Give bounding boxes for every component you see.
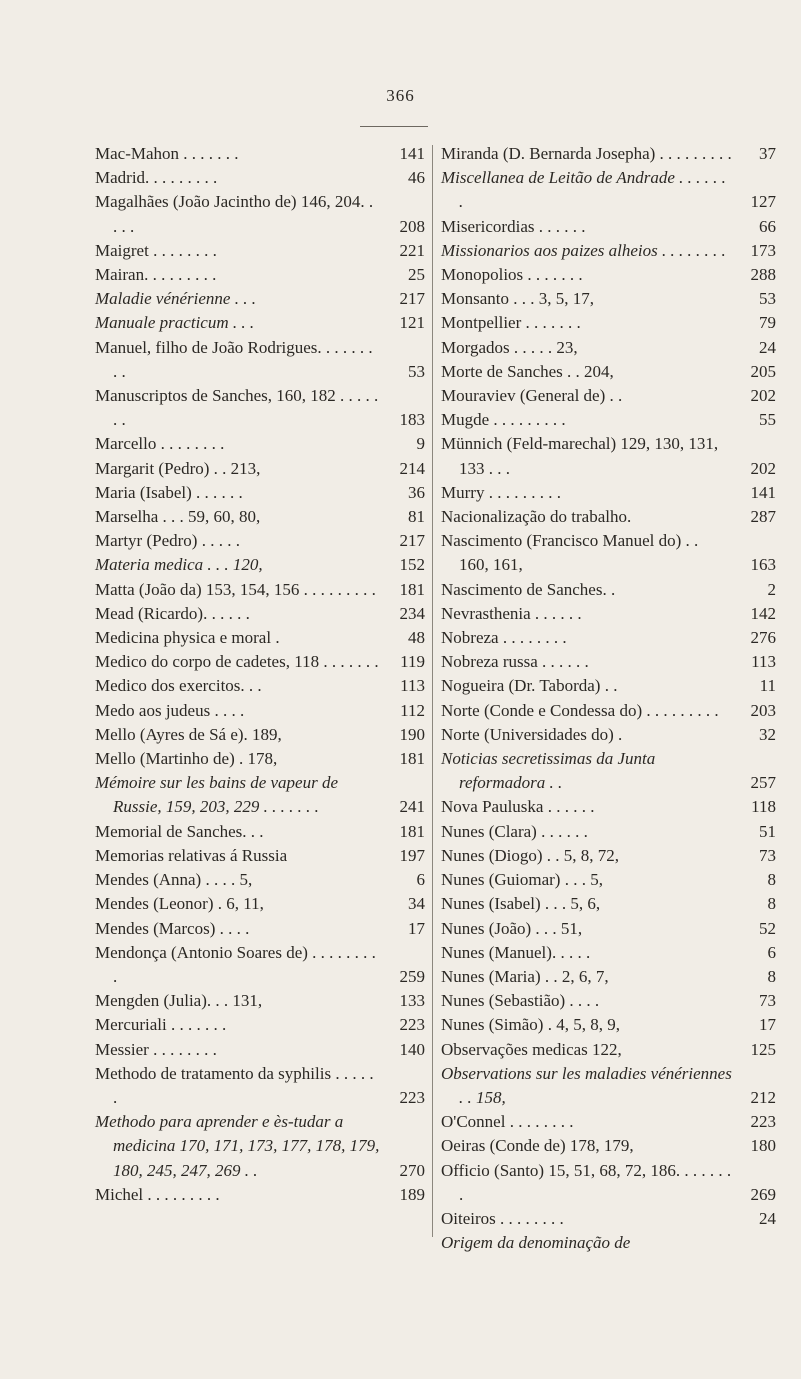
index-entry-term: Missionarios aos paizes alheios . . . . . . . . xyxy=(441,240,726,260)
index-entry-term: Morgados . . . . . 23, xyxy=(441,337,578,357)
index-entry-term: Manuscriptos de Sanches, 160, 182 . . . . . . . xyxy=(95,386,379,430)
index-entry-term: Norte (Universidades do) . xyxy=(441,724,623,744)
index-entry-term: Memorial de Sanches. . . xyxy=(95,821,264,841)
index-entry xyxy=(95,650,425,674)
index-entry-page: 202 xyxy=(750,386,776,406)
index-entry-page: 17 xyxy=(408,918,425,938)
index-entry xyxy=(441,311,776,335)
index-entry xyxy=(441,529,776,577)
index-entry-term: Miscellanea de Leitão de Andrade . . . . . . . xyxy=(441,168,726,212)
index-entry-term: Martyr (Pedro) . . . . . xyxy=(95,531,240,551)
index-entry-page: 202 xyxy=(750,458,776,478)
index-entry xyxy=(441,674,776,698)
index-entry xyxy=(95,892,425,916)
index-entry xyxy=(441,1013,776,1037)
index-entry-term: Margarit (Pedro) . . 213, xyxy=(95,458,261,478)
index-entry-term: Nogueira (Dr. Taborda) . . xyxy=(441,676,618,696)
index-entry-term: Oiteiros . . . . . . . . xyxy=(441,1208,564,1228)
index-entry-page: 121 xyxy=(399,313,425,333)
index-entry-term: Michel . . . . . . . . . xyxy=(95,1184,220,1204)
index-entry-term: Medico do corpo de cadetes, 118 . . . . . . . xyxy=(95,652,379,672)
index-entry-term: Monsanto . . . 3, 5, 17, xyxy=(441,289,594,309)
index-entry-term: Memorias relativas á Russia xyxy=(95,845,288,865)
index-entry xyxy=(95,432,425,456)
index-entry-term: Officio (Santo) 15, 51, 68, 72, 186. . . . . . . . xyxy=(441,1160,732,1204)
index-entry-term: Mendes (Marcos) . . . . xyxy=(95,918,250,938)
index-entry-page: 34 xyxy=(408,894,425,914)
index-entry xyxy=(95,529,425,553)
index-entry-page: 208 xyxy=(399,216,425,236)
index-entry xyxy=(441,844,776,868)
index-entry-page: 125 xyxy=(750,1039,776,1059)
index-entry-page: 6 xyxy=(767,942,776,962)
index-entry-page: 152 xyxy=(399,555,425,575)
index-entry-page: 48 xyxy=(408,628,425,648)
index-entry-term: Murry . . . . . . . . . xyxy=(441,482,561,502)
index-entry-term: Maladie vénérienne . . . xyxy=(95,289,256,309)
index-entry xyxy=(441,384,776,408)
index-entry-term: Miranda (D. Bernarda Josepha) . . . . . . . . . xyxy=(441,144,732,163)
index-entry xyxy=(441,747,776,795)
index-entry-term: Münnich (Feld-marechal) 129, 130, 131, 133 . . . xyxy=(441,434,719,478)
index-entry xyxy=(441,263,776,287)
index-entry-page: 189 xyxy=(399,1184,425,1204)
index-entry-term: Nevrasthenia . . . . . . xyxy=(441,603,582,623)
index-entry xyxy=(441,941,776,965)
index-entry-page: 8 xyxy=(767,894,776,914)
index-entry-term: Nacionalização do trabalho. xyxy=(441,507,632,527)
index-entry xyxy=(95,771,425,819)
index-entry xyxy=(441,481,776,505)
index-entry xyxy=(95,190,425,238)
index-entry xyxy=(441,602,776,626)
index-entry-term: Mendonça (Antonio Soares de) . . . . . . . . . xyxy=(95,942,376,986)
index-entry-page: 73 xyxy=(759,991,776,1011)
index-entry xyxy=(95,917,425,941)
index-entry-page: 113 xyxy=(751,652,776,672)
index-entry-term: Mello (Ayres de Sá e). 189, xyxy=(95,724,282,744)
index-entry xyxy=(441,1062,776,1110)
index-entry-term: Norte (Conde e Condessa do) . . . . . . . . . xyxy=(441,700,719,720)
index-entry xyxy=(95,457,425,481)
index-entry-term: Nunes (Sebastião) . . . . xyxy=(441,991,600,1011)
index-entry-page: 51 xyxy=(759,821,776,841)
index-entry-term: Nunes (Simão) . 4, 5, 8, 9, xyxy=(441,1015,620,1035)
index-entry xyxy=(95,239,425,263)
index-entry xyxy=(95,287,425,311)
index-entry-page: 6 xyxy=(416,870,425,890)
index-entry-page: 287 xyxy=(750,507,776,527)
index-entry-page: 173 xyxy=(750,240,776,260)
column-divider xyxy=(432,145,433,1237)
index-entry-page: 17 xyxy=(759,1015,776,1035)
index-entry xyxy=(95,1062,425,1110)
index-entry xyxy=(95,336,425,384)
index-entry-page: 234 xyxy=(399,603,425,623)
index-entry-page: 11 xyxy=(759,676,776,696)
index-entry xyxy=(95,505,425,529)
index-entry-page: 181 xyxy=(399,821,425,841)
index-entry-page: 203 xyxy=(750,700,776,720)
index-entry-term: Messier . . . . . . . . xyxy=(95,1039,217,1059)
index-entry-term: Nova Pauluska . . . . . . xyxy=(441,797,595,817)
index-entry xyxy=(441,1207,776,1231)
index-entry-term: Mercuriali . . . . . . . xyxy=(95,1015,227,1035)
index-entry xyxy=(441,166,776,214)
index-entry-page: 141 xyxy=(750,482,776,502)
index-entry xyxy=(95,941,425,989)
index-entry-term: Mugde . . . . . . . . . xyxy=(441,410,566,430)
index-entry-term: Nunes (Diogo) . . 5, 8, 72, xyxy=(441,845,620,865)
index-entry xyxy=(441,239,776,263)
index-entry xyxy=(441,989,776,1013)
index-column-right xyxy=(441,142,776,1255)
index-entry xyxy=(95,674,425,698)
index-entry-term: Mairan. . . . . . . . . xyxy=(95,265,217,285)
index-entry-page: 142 xyxy=(750,603,776,623)
index-entry xyxy=(441,699,776,723)
index-entry-term: Nobreza . . . . . . . . xyxy=(441,628,567,648)
index-entry xyxy=(95,989,425,1013)
index-entry-term: Maria (Isabel) . . . . . . xyxy=(95,482,243,502)
index-entry-term: Observations sur les maladies vénériennes . . 158, xyxy=(441,1063,732,1107)
index-entry-term: Monopolios . . . . . . . xyxy=(441,265,583,285)
index-entry xyxy=(441,360,776,384)
index-entry-page: 66 xyxy=(759,216,776,236)
index-entry-page: 217 xyxy=(399,531,425,551)
index-entry xyxy=(95,142,425,166)
index-entry-term: Montpellier . . . . . . . xyxy=(441,313,581,333)
index-entry-page: 53 xyxy=(759,289,776,309)
index-entry-page: 8 xyxy=(767,966,776,986)
index-entry-term: Nobreza russa . . . . . . xyxy=(441,652,589,672)
index-entry xyxy=(95,844,425,868)
index-entry-page: 181 xyxy=(399,579,425,599)
index-entry xyxy=(95,723,425,747)
index-entry-term: Methodo para aprender e ès-tudar a medicina 170, 171, 173, 177, 178, 179, 180, 245, 247, 269 . . xyxy=(95,1112,380,1180)
index-entry xyxy=(95,602,425,626)
index-entry-page: 81 xyxy=(408,507,425,527)
index-entry-term: Mead (Ricardo). . . . . . xyxy=(95,603,250,623)
index-entry-page: 25 xyxy=(408,265,425,285)
index-entry-page: 197 xyxy=(399,845,425,865)
index-entry xyxy=(95,481,425,505)
index-entry xyxy=(95,1110,425,1183)
index-entry xyxy=(441,287,776,311)
index-entry-page: 269 xyxy=(750,1184,776,1204)
index-entry-page: 141 xyxy=(399,144,425,163)
index-entry xyxy=(441,505,776,529)
index-entry xyxy=(441,1110,776,1134)
index-entry-page: 181 xyxy=(399,749,425,769)
index-entry-page: 32 xyxy=(759,724,776,744)
index-entry-term: Nascimento (Francisco Manuel do) . . 160, 161, xyxy=(441,531,699,575)
index-entry xyxy=(95,1038,425,1062)
index-entry xyxy=(441,965,776,989)
index-entry-page: 259 xyxy=(399,966,425,986)
index-entry-page: 113 xyxy=(400,676,425,696)
index-entry-page: 217 xyxy=(399,289,425,309)
index-entry-page: 214 xyxy=(399,458,425,478)
index-entry-page: 9 xyxy=(416,434,425,454)
index-entry-term: O'Connel . . . . . . . . xyxy=(441,1112,574,1132)
index-entry-page: 183 xyxy=(399,410,425,430)
index-entry xyxy=(441,432,776,480)
index-entry xyxy=(441,820,776,844)
index-entry-term: Mendes (Anna) . . . . 5, xyxy=(95,870,253,890)
index-entry-term: Mendes (Leonor) . 6, 11, xyxy=(95,894,264,914)
index-entry-page: 205 xyxy=(750,361,776,381)
index-entry-term: Observações medicas 122, xyxy=(441,1039,622,1059)
index-entry-term: Materia medica . . . 120, xyxy=(95,555,263,575)
index-entry xyxy=(95,626,425,650)
index-entry xyxy=(441,215,776,239)
index-entry-page: 270 xyxy=(399,1160,425,1180)
index-entry-page: 180 xyxy=(750,1136,776,1156)
index-entry-page: 163 xyxy=(750,555,776,575)
page-number: 366 xyxy=(386,86,415,105)
index-entry-page: 190 xyxy=(399,724,425,744)
index-entry-page: 223 xyxy=(399,1015,425,1035)
index-entry-term: Marselha . . . 59, 60, 80, xyxy=(95,507,261,527)
index-entry-term: Nunes (Isabel) . . . 5, 6, xyxy=(441,894,601,914)
index-entry-term: Maigret . . . . . . . . xyxy=(95,240,217,260)
index-entry-term: Mello (Martinho de) . 178, xyxy=(95,749,278,769)
index-entry xyxy=(441,795,776,819)
index-entry xyxy=(441,336,776,360)
index-entry-term: Nunes (Maria) . . 2, 6, 7, xyxy=(441,966,609,986)
index-entry-page: 8 xyxy=(767,870,776,890)
index-entry xyxy=(441,1134,776,1158)
header-rule xyxy=(360,126,428,127)
index-entry xyxy=(95,747,425,771)
index-entry xyxy=(441,892,776,916)
index-entry xyxy=(441,626,776,650)
index-entry-term: Matta (João da) 153, 154, 156 . . . . . . . . . xyxy=(95,579,376,599)
index-entry-term: Mac-Mahon . . . . . . . xyxy=(95,144,239,163)
index-entry-term: Noticias secretissimas da Junta reformadora . . xyxy=(441,749,656,793)
index-entry xyxy=(95,820,425,844)
index-entry-page: 37 xyxy=(759,144,776,163)
index-entry-page: 119 xyxy=(400,652,425,672)
index-entry-page: 24 xyxy=(759,1208,776,1228)
index-entry-page: 241 xyxy=(399,797,425,817)
index-entry xyxy=(441,1038,776,1062)
index-entry-term: Methodo de tratamento da syphilis . . . . . . xyxy=(95,1063,374,1107)
index-entry xyxy=(441,723,776,747)
index-entry-page: 79 xyxy=(759,313,776,333)
index-entry-page: 52 xyxy=(759,918,776,938)
index-entry-page: 112 xyxy=(400,700,425,720)
index-entry-page: 73 xyxy=(759,845,776,865)
index-entry-term: Mouraviev (General de) . . xyxy=(441,386,623,406)
index-entry-term: Manuel, filho de João Rodrigues. . . . . . . . . xyxy=(95,337,373,381)
index-entry-term: Mémoire sur les bains de vapeur de Russie, 159, 203, 229 . . . . . . . xyxy=(95,773,338,817)
index-entry-term: Misericordias . . . . . . xyxy=(441,216,586,236)
index-entry-term: Oeiras (Conde de) 178, 179, xyxy=(441,1136,634,1156)
index-entry-term: Nunes (Guiomar) . . . 5, xyxy=(441,870,603,890)
index-entry-term: Origem da denominação de xyxy=(441,1233,631,1253)
index-entry-page: 127 xyxy=(750,192,776,212)
index-entry xyxy=(95,578,425,602)
index-entry-term: Morte de Sanches . . 204, xyxy=(441,361,614,381)
index-entry xyxy=(95,263,425,287)
index-entry xyxy=(441,578,776,602)
index-entry xyxy=(441,1231,776,1255)
index-entry-term: Nunes (Clara) . . . . . . xyxy=(441,821,588,841)
index-entry xyxy=(95,384,425,432)
index-entry xyxy=(95,553,425,577)
index-entry-page: 55 xyxy=(759,410,776,430)
index-entry xyxy=(441,868,776,892)
index-entry-term: Mengden (Julia). . . 131, xyxy=(95,991,263,1011)
index-entry-term: Manuale practicum . . . xyxy=(95,313,255,333)
index-entry-term: Medicina physica e moral . xyxy=(95,628,280,648)
index-entry xyxy=(441,1159,776,1207)
index-entry-page: 223 xyxy=(750,1112,776,1132)
index-entry-page: 46 xyxy=(408,168,425,188)
index-entry-page: 223 xyxy=(399,1087,425,1107)
index-entry-term: Magalhães (João Jacintho de) 146, 204. . . . . xyxy=(95,192,374,236)
index-entry-page: 288 xyxy=(750,265,776,285)
index-entry-term: Nunes (João) . . . 51, xyxy=(441,918,583,938)
index-column-left xyxy=(95,142,425,1207)
index-entry-term: Medico dos exercitos. . . xyxy=(95,676,262,696)
index-entry-term: Medo aos judeus . . . . xyxy=(95,700,245,720)
index-entry-term: Nunes (Manuel). . . . . xyxy=(441,942,591,962)
index-entry-term: Nascimento de Sanches. . xyxy=(441,579,616,599)
index-entry xyxy=(95,166,425,190)
index-entry-page: 276 xyxy=(750,628,776,648)
index-entry-page: 133 xyxy=(399,991,425,1011)
index-entry xyxy=(95,1013,425,1037)
index-entry-page: 140 xyxy=(399,1039,425,1059)
index-entry-page: 53 xyxy=(408,361,425,381)
index-entry-page: 2 xyxy=(767,579,776,599)
index-entry xyxy=(95,1183,425,1207)
index-entry xyxy=(441,917,776,941)
index-entry xyxy=(441,408,776,432)
index-entry xyxy=(441,650,776,674)
index-entry-page: 212 xyxy=(750,1087,776,1107)
index-entry-term: Marcello . . . . . . . . xyxy=(95,434,225,454)
index-entry-page: 36 xyxy=(408,482,425,502)
index-entry-page: 118 xyxy=(751,797,776,817)
index-entry xyxy=(95,699,425,723)
index-entry xyxy=(95,311,425,335)
index-entry-page: 257 xyxy=(750,773,776,793)
index-entry xyxy=(95,868,425,892)
index-entry xyxy=(441,142,776,166)
index-entry-term: Madrid. . . . . . . . . xyxy=(95,168,218,188)
index-entry-page: 221 xyxy=(399,240,425,260)
index-entry-page: 24 xyxy=(759,337,776,357)
